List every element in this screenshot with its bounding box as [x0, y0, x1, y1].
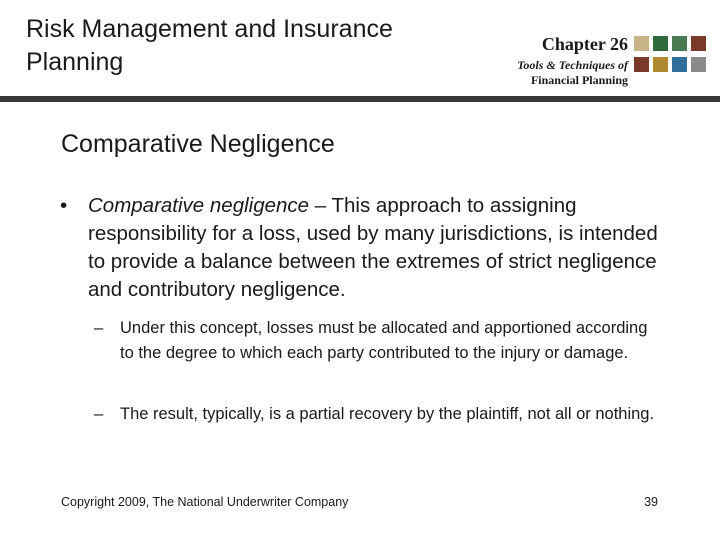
decorative-square — [653, 36, 668, 51]
sub-bullet-marker: – — [94, 405, 104, 423]
bullet-marker: • — [60, 194, 68, 217]
book-subtitle-line-2: Financial Planning — [530, 73, 628, 87]
sub-bullet-2 — [94, 402, 664, 427]
slide-title: Comparative Negligence — [61, 130, 335, 158]
sub-bullet-text: Under this concept, losses must be allocated and apportioned according to the degree to which each party contributed to the injury or damage. — [120, 319, 648, 362]
decorative-square — [691, 57, 706, 72]
bullet-text — [88, 192, 680, 304]
book-subtitle-line-1: Tools & Techniques of — [517, 58, 628, 72]
sub-bullet-marker: – — [94, 319, 104, 337]
chapter-label: Chapter 26 — [541, 34, 628, 54]
main-bullet — [60, 192, 680, 304]
course-title-line-1: Risk Management and Insurance — [26, 15, 393, 43]
decorative-square — [691, 36, 706, 51]
course-title — [26, 13, 466, 79]
bullet-body: – This approach to assigning responsibility for a loss, used by many jurisdictions, is intended to provide a balance between the extremes of strict negligence and contributory negligence. — [88, 194, 658, 301]
decorative-square — [672, 57, 687, 72]
decorative-squares — [634, 36, 706, 72]
copyright-footer: Copyright 2009, The National Underwriter Company — [61, 495, 349, 509]
header-divider-bar — [0, 96, 720, 102]
decorative-square — [634, 57, 649, 72]
page-number: 39 — [644, 495, 658, 509]
decorative-square — [634, 36, 649, 51]
sub-bullet-1 — [94, 316, 664, 366]
sub-bullet-text: The result, typically, is a partial recovery by the plaintiff, not all or nothing. — [120, 405, 655, 423]
course-title-line-2: Planning — [26, 48, 124, 76]
decorative-square — [653, 57, 668, 72]
decorative-square — [672, 36, 687, 51]
bullet-term: Comparative negligence — [88, 194, 310, 217]
chapter-block — [517, 33, 628, 88]
